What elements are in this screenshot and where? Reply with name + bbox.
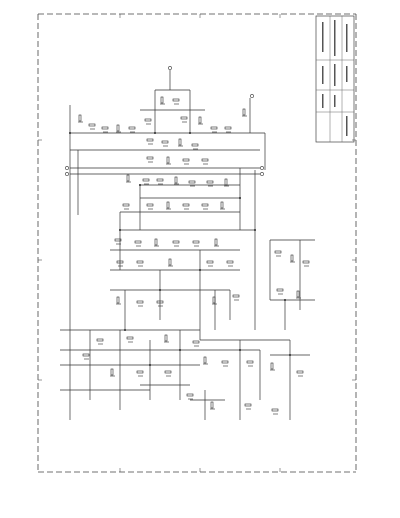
component-symbol	[275, 251, 281, 253]
component-symbol	[202, 204, 208, 206]
component-symbol	[204, 357, 206, 363]
component-symbol	[297, 291, 299, 297]
component-symbol	[137, 371, 143, 373]
component-symbol	[117, 297, 119, 303]
component-symbol	[79, 115, 81, 121]
component-symbol	[277, 289, 283, 291]
component-symbol	[97, 339, 103, 341]
component-symbol	[192, 144, 198, 146]
component-symbol	[225, 179, 227, 185]
component-symbol	[165, 371, 171, 373]
component-symbol	[147, 157, 153, 159]
component-symbol	[89, 124, 95, 126]
terminal-circles	[65, 66, 263, 175]
component-symbol	[199, 117, 201, 123]
component-symbol	[129, 127, 135, 129]
component-symbol	[157, 179, 163, 181]
component-symbol	[143, 179, 149, 181]
component-symbol	[137, 261, 143, 263]
component-symbol	[147, 204, 153, 206]
component-symbol	[181, 117, 187, 119]
component-symbol	[272, 409, 278, 411]
component-symbol	[207, 181, 213, 183]
component-symbol	[83, 354, 89, 356]
component-symbol	[303, 261, 309, 263]
component-symbol	[245, 404, 251, 406]
component-symbol	[233, 295, 239, 297]
schematic-wiring	[60, 70, 315, 420]
component-symbol	[189, 181, 195, 183]
component-symbol	[155, 239, 157, 245]
component-symbol	[102, 127, 108, 129]
component-symbol	[161, 97, 163, 103]
component-symbol	[145, 119, 151, 121]
title-block	[316, 16, 354, 142]
component-symbol	[222, 361, 228, 363]
component-symbol	[165, 335, 167, 341]
component-symbol	[271, 363, 273, 369]
component-symbol	[202, 159, 208, 161]
component-symbol	[193, 241, 199, 243]
component-symbol	[227, 261, 233, 263]
component-symbol	[169, 259, 171, 265]
component-symbol	[207, 261, 213, 263]
component-symbol	[147, 139, 153, 141]
component-symbol	[167, 202, 169, 208]
component-symbol	[211, 127, 217, 129]
component-symbol	[291, 255, 293, 261]
component-symbol	[187, 394, 193, 396]
component-symbol	[175, 177, 177, 183]
component-symbol	[173, 241, 179, 243]
component-symbols	[78, 97, 309, 414]
component-symbol	[215, 239, 217, 245]
component-symbol	[162, 141, 168, 143]
component-symbol	[117, 125, 119, 131]
component-symbol	[183, 159, 189, 161]
component-symbol	[297, 371, 303, 373]
component-symbol	[137, 301, 143, 303]
component-symbol	[135, 241, 141, 243]
component-symbol	[243, 109, 245, 115]
component-symbol	[173, 99, 179, 101]
component-symbol	[127, 175, 129, 181]
component-symbol	[247, 361, 253, 363]
component-symbol	[179, 139, 181, 145]
component-symbol	[123, 204, 129, 206]
component-symbol	[225, 127, 231, 129]
component-symbol	[183, 204, 189, 206]
component-symbol	[111, 369, 113, 375]
component-symbol	[167, 157, 169, 163]
component-symbol	[193, 341, 199, 343]
component-symbol	[221, 202, 223, 208]
component-symbol	[211, 402, 213, 408]
component-symbol	[127, 337, 133, 339]
